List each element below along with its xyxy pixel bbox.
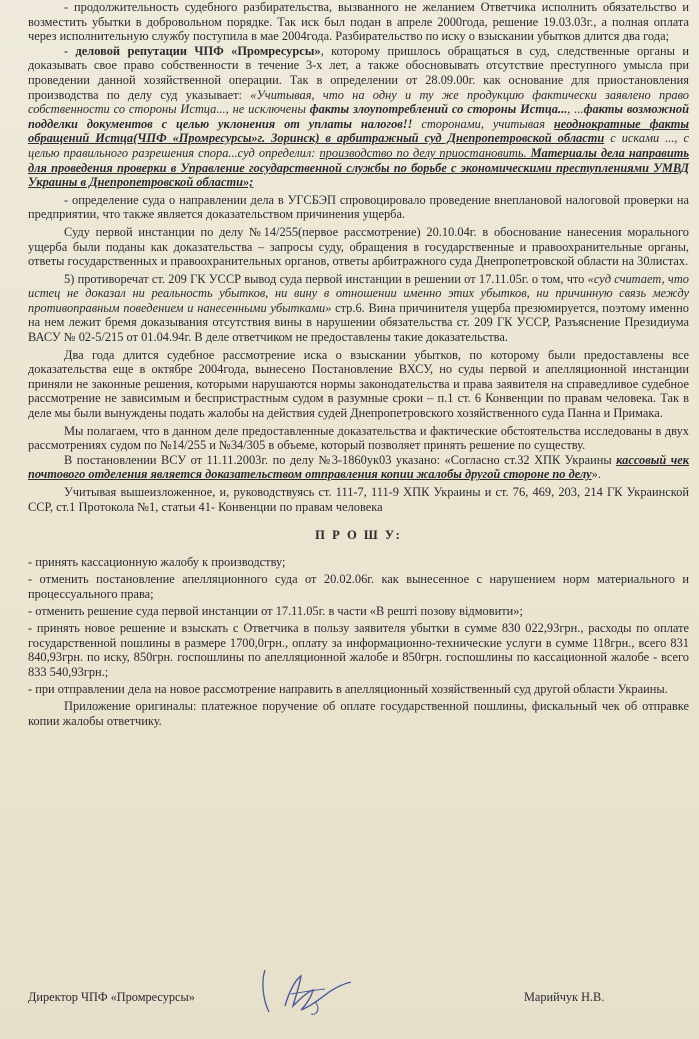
- paragraph-reputation: [28, 44, 689, 190]
- request-item: - при отправлении дела на новое рассмотрение направить в апелляционный хозяйственный суд другой области Украины.: [28, 682, 668, 697]
- quote-abuse: факты злоупотреблений со стороны Истца...: [309, 102, 568, 117]
- request-title: П Р О Ш У:: [315, 528, 402, 543]
- item5-rest: стр.6. Вина причинителя ущерба презюмируется, поэтому именно на нем лежит бремя доказывания отсутствия вины в нарушении обязательства ст. 209 ГК УССР, Разъяснение Президиума ВАСУ № 02-5/215 от 01.04.94г. В деле ответчиком не предоставлены такие доказательства.: [28, 300, 689, 345]
- item5-text: 5) противоречат ст. 209 ГК УССР вывод суда первой инстанции в решении от 17.11.05г. о том, что: [64, 271, 588, 286]
- reputation-heading: деловой репутации ЧПФ «Промресурсы»: [75, 43, 321, 58]
- request-item: - отменить постановление апелляционного суда от 20.02.06г. как вынесенное с нарушением норм материального и процессуального права;: [28, 572, 689, 601]
- court-quote: «Учитывая, что на одну и ту же продукцию фактически заявлено право собственности со стороны Истца..., не исключены: [28, 87, 689, 117]
- quote-decision: с исками ..., с целью правильного разрешения спора...суд определил:: [28, 131, 689, 160]
- paragraph-vsu: [28, 453, 689, 482]
- request-item: - принять новое решение и взыскать с Ответчика в пользу заявителя убытки в сумме 830 022,93грн., расходы по оплате государственной пошлины в размере 1700,0грн., оплату за информационно-технические услуги в сумме 118грн., всего 831 840,93грн. по иску, 850грн. госпошлины по апелляционной жалобе и 850грн. госпошлины по кассационной жалобе - всего 833 540,93грн.;: [28, 621, 689, 679]
- attachments: Приложение оригиналы: платежное поручение об оплате государственной пошлины, фискальный чек об отправке копии жалобы ответчику.: [28, 699, 689, 728]
- request-item: - отменить решение суда первой инстанции от 17.11.05г. в части «В решті позову відмовити»;: [28, 604, 523, 618]
- paragraph-first-instance: Суду первой инстанции по делу №14/255(первое рассмотрение) 20.10.04г. в обоснование нанесения морального ущерба были поданы как доказательства – запросы суду, обращения в государственные и правоохранительные органы, ответы государственных и правоохранительных органов, ответы арбитражного суда Днепропетровской области на 30листах.: [28, 224, 689, 269]
- paragraph-tax-audit: - определение суда о направлении дела в УГСБЭП спровоцировало проведение внеплановой налоговой проверки на предприятии, что также является доказательством причинения ущерба.: [28, 192, 689, 222]
- paragraph-considering: Учитывая вышеизложенное, и, руководствуясь ст. 111-7, 111-9 ХПК Украины и ст. 76, 469, 203, 214 ГК Украинской ССР, ст.1 Протокола №1, статьи 41- Конвенции по правам человека: [28, 485, 689, 514]
- quote-forgery: факты возможной подделки документов с целью уклонения от уплаты налогов!!: [28, 102, 689, 131]
- handwritten-signature: [255, 962, 365, 1022]
- vsu-text: В постановлении ВСУ от 11.11.2003г. по делу №3-1860ук03 указано: «Согласно ст.32 ХПК Украины: [64, 452, 617, 467]
- quote-suspend: производство по делу приостановить.: [319, 145, 531, 160]
- paragraph-two-years: Два года длится судебное рассмотрение иска о взыскании убытков, по которому были предоставлены все доказательства еще в октябре 2004года, вынесено Постановление ВХСУ, но суды первой и апелляционной инстанции приняли не законные решения, которыми нарушаются нормы законодательства и права заявителя на справедливое судебное рассмотрение не зависимым и беспристрастным судом в разумные сроки – п.1 ст. 6 Конвенции по правам человека. Так в деле мы были вынуждены подать жалобы на действия судей Днепропетровского хозяйственного суда Панна и Примака.: [28, 347, 689, 421]
- request-item: - принять кассационную жалобу к производству;: [28, 554, 286, 569]
- quote-materials: Материалы дела направить для проведения проверки в Управление государственной службы по борьбе с экономическими преступлениями УМВД Украины в Днепропетровской области»;: [28, 145, 690, 190]
- vsu-close: ».: [591, 467, 601, 482]
- paragraph-duration: - продолжительность судебного разбирательства, вызванного не желанием Ответчика исполнить обязательство и возместить убытки в добровольном порядке. Так иск был подан в апреле 2000года, решение 19.03.03г., а полная оплата через исполнительную службу поступила в мае 2004года. Разбирательство по иску о взыскании убытков длится два года;: [28, 0, 689, 44]
- dash: -: [64, 43, 76, 58]
- request-list: [28, 555, 689, 728]
- quote-sep: , ...: [567, 102, 584, 117]
- paragraph-opinion: Мы полагаем, что в данном деле предоставленные доказательства и фактические обстоятельства исследованы в двух рассмотрениях судом по №14/255 и №34/305 в объеме, который позволяет принять решение по существу.: [28, 423, 689, 453]
- vsu-receipt: кассовый чек почтового отделения является доказательством отправления копии жалобы другой стороне по делу: [28, 452, 689, 482]
- item5-quote: «суд считает, что истец не доказал ни реальность убытков, ни вину в отношении именно этих убытков, ни причинную связь между противоправным поведением и нанесенными убытками»: [28, 271, 689, 315]
- reputation-text: , которому пришлось обращаться в суд, следственные органы и доказывать свое право собственности в течение 3-х лет, а также обосновывать отсутствие преступного умысла при проведении данной хозяйственной операции. Так в определении от 28.09.00г. как основание для приостановления производства по делу суд указывает:: [28, 43, 689, 102]
- document-body: [28, 0, 689, 728]
- signatory-position: Директор ЧПФ «Промресурсы»: [28, 990, 195, 1004]
- signatory-name: Марийчук Н.В.: [524, 990, 605, 1004]
- quote-appeals: неоднократные факты обращений Истца(ЧПФ «Промресурсы»г. Зоринск) в арбитражный суд Днепропетровской области: [28, 116, 689, 146]
- quote-parties: сторонами, учитывая: [412, 116, 554, 131]
- signature-block: [0, 984, 699, 1024]
- paragraph-item-5: [28, 272, 689, 345]
